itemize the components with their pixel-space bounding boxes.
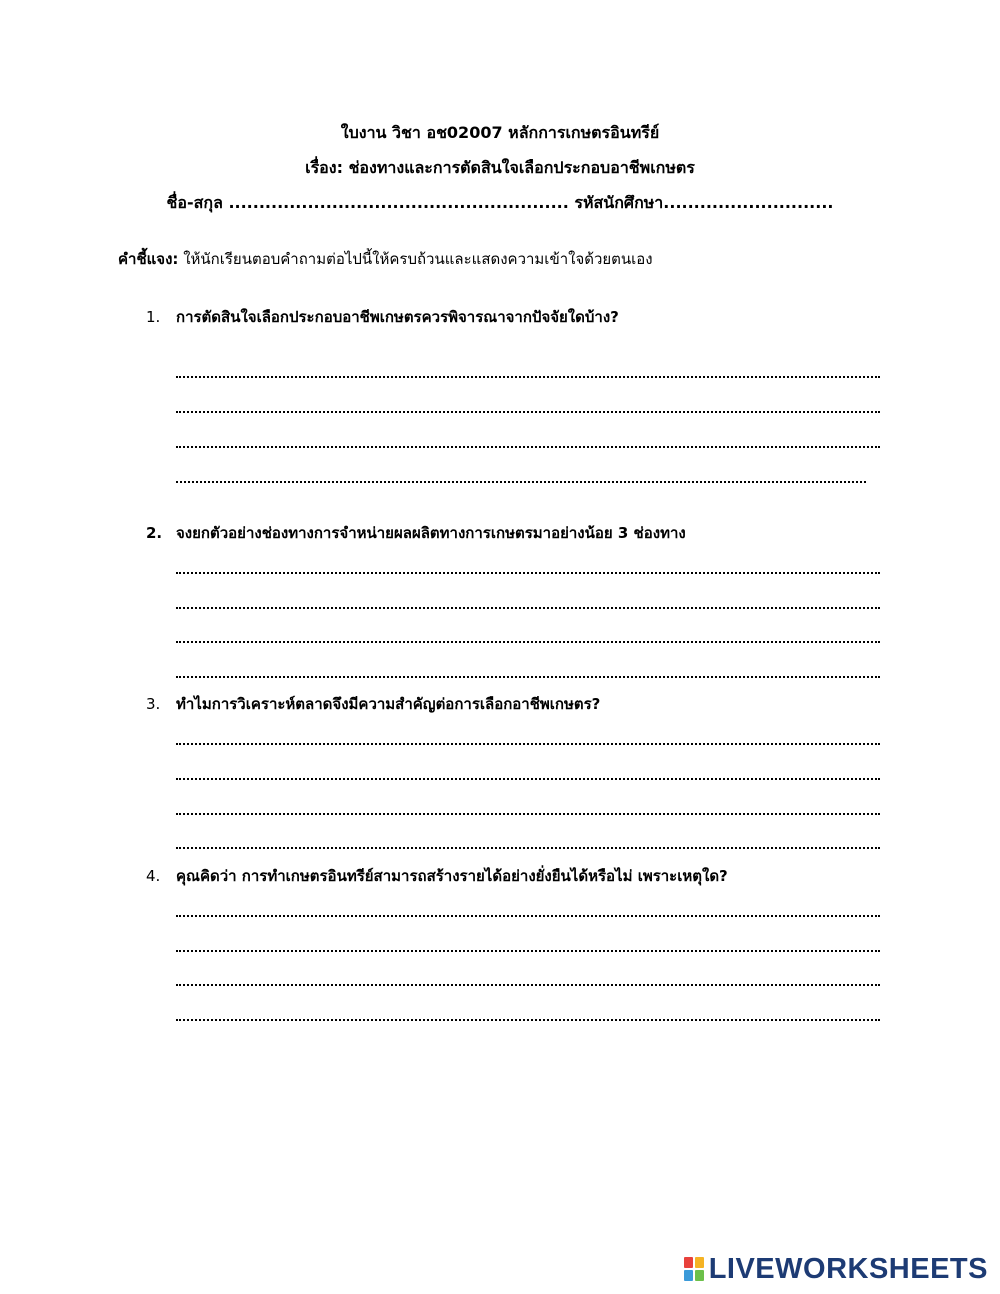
name-student-id-line: ชื่อ-สกุล ........................................................ รหัสนักศึกษา............................ (166, 193, 834, 212)
answer-line-4-1[interactable] (176, 915, 880, 917)
answer-line-1-4[interactable] (176, 481, 866, 483)
answer-line-2-1[interactable] (176, 572, 880, 574)
liveworksheets-logo-icon (684, 1257, 704, 1281)
answer-line-3-4[interactable] (176, 847, 880, 849)
question-number: 4. (146, 867, 161, 885)
answer-line-4-4[interactable] (176, 1019, 880, 1021)
instructions-label: คำชี้แจง: (118, 250, 179, 268)
answer-line-3-1[interactable] (176, 743, 880, 745)
logo-tile (695, 1270, 704, 1281)
answer-line-1-1[interactable] (176, 376, 880, 378)
instructions-text: ให้นักเรียนตอบคำถามต่อไปนี้ให้ครบถ้วนและแสดงความเข้าใจด้วยตนเอง (178, 250, 653, 268)
question-3 (146, 693, 600, 715)
logo-tile (684, 1270, 693, 1281)
worksheet-title: ใบงาน วิชา อช02007 หลักการเกษตรอินทรีย์ (340, 123, 660, 142)
answer-line-4-2[interactable] (176, 950, 880, 952)
answer-line-3-2[interactable] (176, 778, 880, 780)
question-4 (146, 865, 728, 887)
logo-tile (695, 1257, 704, 1268)
question-1 (146, 306, 619, 328)
answer-line-1-3[interactable] (176, 446, 880, 448)
question-number: 1. (146, 308, 161, 326)
question-text: คุณคิดว่า การทำเกษตรอินทรีย์สามารถสร้างรายได้อย่างยั่งยืนได้หรือไม่ เพราะเหตุใด? (176, 867, 728, 885)
logo-text: LIVEWORKSHEETS (708, 1252, 988, 1285)
answer-line-2-4[interactable] (176, 676, 880, 678)
answer-line-3-3[interactable] (176, 813, 880, 815)
answer-line-1-2[interactable] (176, 411, 880, 413)
answer-line-4-3[interactable] (176, 984, 880, 986)
worksheet-subject: เรื่อง: ช่องทางและการตัดสินใจเลือกประกอบอาชีพเกษตร (305, 158, 695, 177)
question-2 (146, 522, 686, 544)
question-text: ทำไมการวิเคราะห์ตลาดจึงมีความสำคัญต่อการเลือกอาชีพเกษตร? (176, 695, 601, 713)
question-number: 2. (146, 524, 163, 542)
question-number: 3. (146, 695, 161, 713)
answer-line-2-2[interactable] (176, 607, 880, 609)
instructions (118, 248, 653, 270)
logo-tile (684, 1257, 693, 1268)
answer-line-2-3[interactable] (176, 641, 880, 643)
question-text: การตัดสินใจเลือกประกอบอาชีพเกษตรควรพิจารณาจากปัจจัยใดบ้าง? (176, 308, 619, 326)
liveworksheets-logo[interactable] (684, 1254, 988, 1284)
question-text: จงยกตัวอย่างช่องทางการจำหน่ายผลผลิตทางการเกษตรมาอย่างน้อย 3 ช่องทาง (176, 524, 686, 542)
